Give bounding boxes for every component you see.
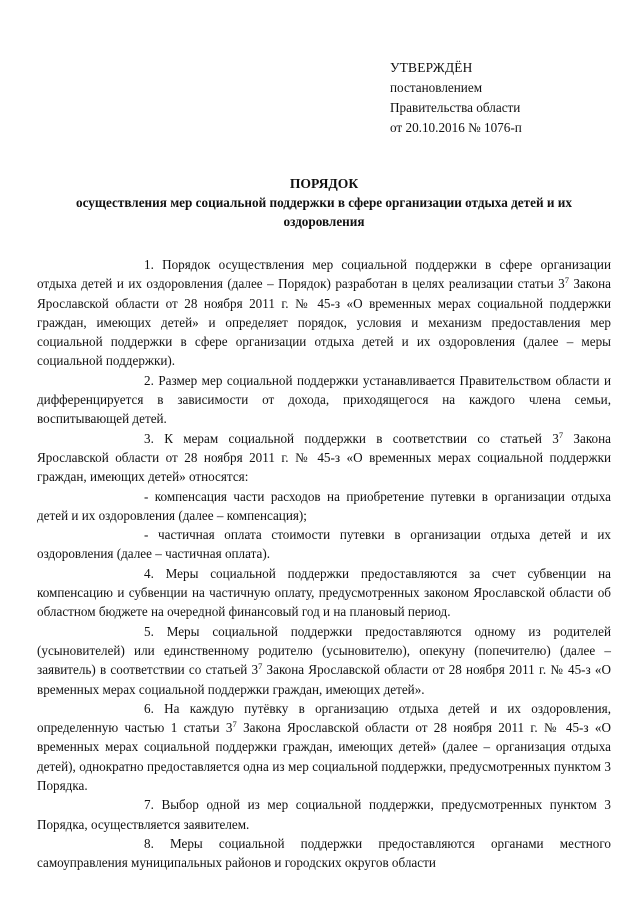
approval-line-resolution: постановлением	[390, 80, 483, 95]
approval-stamp-block	[390, 58, 611, 138]
approval-heading: УТВЕРЖДЁН	[390, 60, 473, 75]
paragraph-3-subitem-compensation: - компенсация части расходов на приобретение путевки в организации отдыха детей и их оздоровления (далее – компенсация);	[37, 488, 611, 523]
paragraph-5: 5. Меры социальной поддержки предоставляются одному из родителей (усыновителей) или единственному родителю (усыновителю), опекуну (попечителю) (далее – заявитель) в соответствии со статьей $3^7$ Закона Ярославской области от 28 ноября 2011 г. № 45-з «О временных мерах социальной поддержки граждан, имеющих детей».	[37, 623, 611, 697]
superscript: 7	[558, 429, 564, 440]
paragraph-3-subitem-partial-payment: - частичная оплата стоимости путевки в организации отдыха детей и их оздоровления (далее – частичная оплата).	[37, 527, 611, 562]
paragraph-7: 7. Выбор одной из мер социальной поддержки, предусмотренных пунктом 3 Порядка, осуществляется заявителем.	[37, 797, 611, 832]
paragraph-1: 1. Порядок осуществления мер социальной поддержки в сфере организации отдыха детей и их оздоровления (далее – Порядок) разработан в целях реализации статьи $3^7$ Закона Ярославской области от 28 ноября 2011 г. № 45-з «О временных мерах социальной поддержки граждан, имеющих детей» и определяет порядок, условия и механизм предоставления мер социальной поддержки в сфере организации отдыха детей и их оздоровления (далее – меры социальной поддержки).	[37, 257, 611, 369]
document-subtitle: осуществления мер социальной поддержки в сфере организации отдыха детей и их оздоровления	[76, 195, 572, 229]
paragraph-6: 6. На каждую путёвку в организацию отдыха детей и их оздоровления, определенную частью 1 статьи $3^7$ Закона Ярославской области от 28 ноября 2011 г. № 45-з «О временных мерах социальной поддержки граждан, имеющих детей» (далее – организация отдыха детей), однократно предоставляется одна из мер социальной поддержки, предусмотренных пунктом 3 Порядка.	[37, 700, 611, 794]
paragraph-2: 2. Размер мер социальной поддержки устанавливается Правительством области и дифференцируется в зависимости от дохода, приходящегося на каждого члена семьи, воспитывающей детей.	[37, 372, 611, 427]
paragraph-4: 4. Меры социальной поддержки предоставляются за счет субвенции на компенсацию и субвенции на частичную оплату, предусмотренных законом Ярославской области об областном бюджете на очередной финансовый год и на плановый период.	[37, 565, 611, 620]
document-title: ПОРЯДОК	[289, 176, 359, 191]
paragraph-3: 3. К мерам социальной поддержки в соответствии со статьей $3^7$ Закона Ярославской области от 28 ноября 2011 г. № 45-з «О временных мерах социальной поддержки граждан, имеющих детей» относятся:	[37, 429, 611, 485]
superscript: 7	[564, 275, 569, 286]
superscript: 7	[258, 661, 263, 672]
document-body	[37, 255, 611, 873]
approval-line-date-number: от 20.10.2016 № 1076-п	[390, 120, 522, 135]
approval-line-government: Правительства области	[390, 100, 521, 115]
superscript: 7	[232, 719, 237, 730]
paragraph-8: 8. Меры социальной поддержки предоставляются органами местного самоуправления муниципальных районов и городских округов области	[37, 835, 611, 871]
